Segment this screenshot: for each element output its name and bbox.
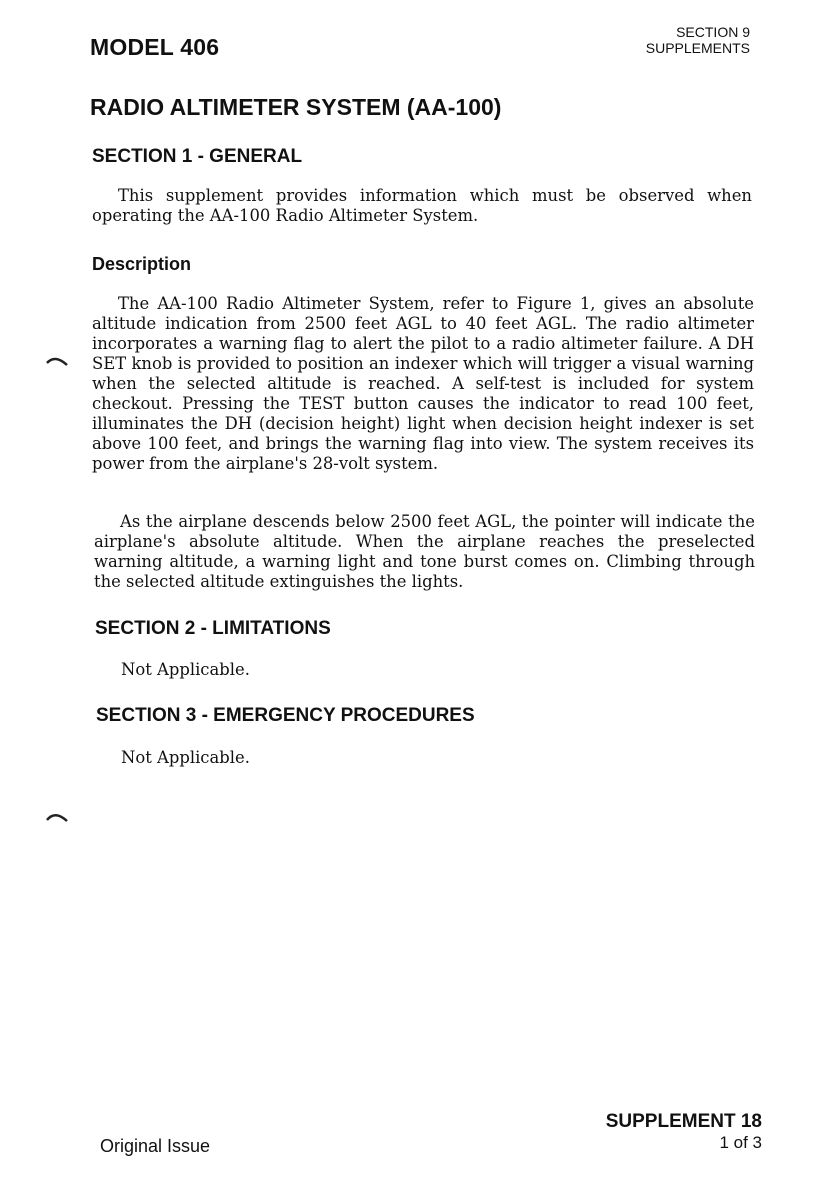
section-3-text: Not Applicable. bbox=[121, 748, 250, 767]
supplement-number: SUPPLEMENT 18 bbox=[605, 1111, 762, 1132]
section-2-heading: SECTION 2 - LIMITATIONS bbox=[95, 618, 331, 639]
section-1-heading: SECTION 1 - GENERAL bbox=[92, 146, 303, 167]
margin-mark bbox=[44, 352, 70, 368]
section-2-text: Not Applicable. bbox=[121, 660, 250, 679]
description-paragraph-2: As the airplane descends below 2500 feet AGL, the pointer will indicate the airplane's absolute altitude. When the airplane reaches the preselected warning altitude, a warning light and tone burst comes on. Climbing through the selected altitude extinguishes the lights. bbox=[94, 512, 755, 591]
section-number: SECTION 9 bbox=[676, 24, 750, 40]
section-name: SUPPLEMENTS bbox=[645, 40, 750, 56]
section-1-intro: This supplement provides information which must be observed when operating the AA-100 Radio Altimeter System. bbox=[92, 186, 752, 225]
description-heading: Description bbox=[92, 254, 192, 274]
page-number: 1 of 3 bbox=[719, 1133, 762, 1152]
manual-model: MODEL 406 bbox=[90, 34, 220, 60]
description-paragraph-1: The AA-100 Radio Altimeter System, refer to Figure 1, gives an absolute altitude indication from 2500 feet AGL to 40 feet AGL. The radio altimeter incorporates a warning flag to alert the pilot to a radio altimeter failure. A DH SET knob is provided to position an indexer which will trigger a visual warning when the selected altitude is reached. A self-test is included for system checkout. Pressing the TEST button causes the indicator to read 100 feet, illuminates the DH (decision height) light when decision height indexer is set above 100 feet, and brings the warning flag into view. The system receives its power from the airplane's 28-volt system. bbox=[92, 294, 754, 473]
margin-mark bbox=[44, 808, 70, 824]
page-title: RADIO ALTIMETER SYSTEM (AA-100) bbox=[90, 94, 502, 120]
section-header bbox=[646, 24, 750, 56]
page-footer bbox=[606, 1111, 762, 1152]
issue-label: Original Issue bbox=[100, 1136, 211, 1156]
section-3-heading: SECTION 3 - EMERGENCY PROCEDURES bbox=[96, 705, 475, 726]
